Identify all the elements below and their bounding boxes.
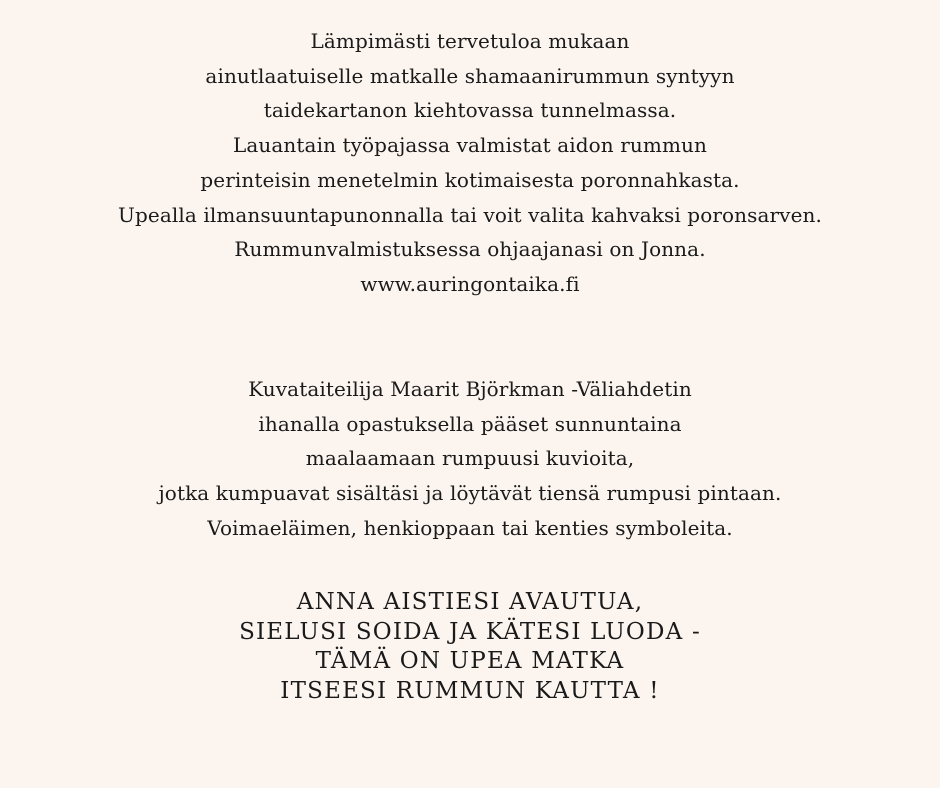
- artist-line: Voimaeläimen, henkioppaan tai kenties symboleita.: [207, 515, 733, 540]
- artist-line: maalaamaan rumpuusi kuvioita,: [305, 446, 635, 471]
- slogan-line: TÄMÄ ON UPEA MATKA: [315, 648, 625, 674]
- artist-paragraph: [0, 372, 940, 546]
- artist-line: ihanalla opastuksella pääset sunnuntaina: [258, 411, 682, 436]
- intro-line: taidekartanon kiehtovassa tunnelmassa.: [263, 98, 677, 123]
- slogan-line: SIELUSI SOIDA JA KÄTESI LUODA -: [239, 618, 701, 645]
- intro-paragraph: [0, 24, 940, 302]
- intro-line: Lauantain työpajassa valmistat aidon rummun: [233, 133, 707, 158]
- slogan-line: ANNA AISTIESI AVAUTUA,: [296, 589, 644, 615]
- intro-line: ainutlaatuiselle matkalle shamaanirummun syntyyn: [205, 63, 735, 88]
- intro-line: Upealla ilmansuuntapunonnalla tai voit valita kahvaksi poronsarven.: [118, 202, 822, 227]
- artist-line: jotka kumpuavat sisältäsi ja löytävät tiensä rumpusi pintaan.: [158, 481, 782, 506]
- artist-line: Kuvataiteilija Maarit Björkman -Väliahdetin: [248, 377, 692, 401]
- slogan-line: ITSEESI RUMMUN KAUTTA !: [280, 677, 660, 704]
- closing-slogan: [0, 588, 940, 706]
- website-link[interactable]: www.auringontaika.fi: [360, 271, 580, 296]
- intro-line: Rummunvalmistuksessa ohjaajanasi on Jonna.: [234, 237, 706, 262]
- intro-line: perinteisin menetelmin kotimaisesta poronnahkasta.: [200, 167, 740, 192]
- intro-line: Lämpimästi tervetuloa mukaan: [310, 29, 630, 53]
